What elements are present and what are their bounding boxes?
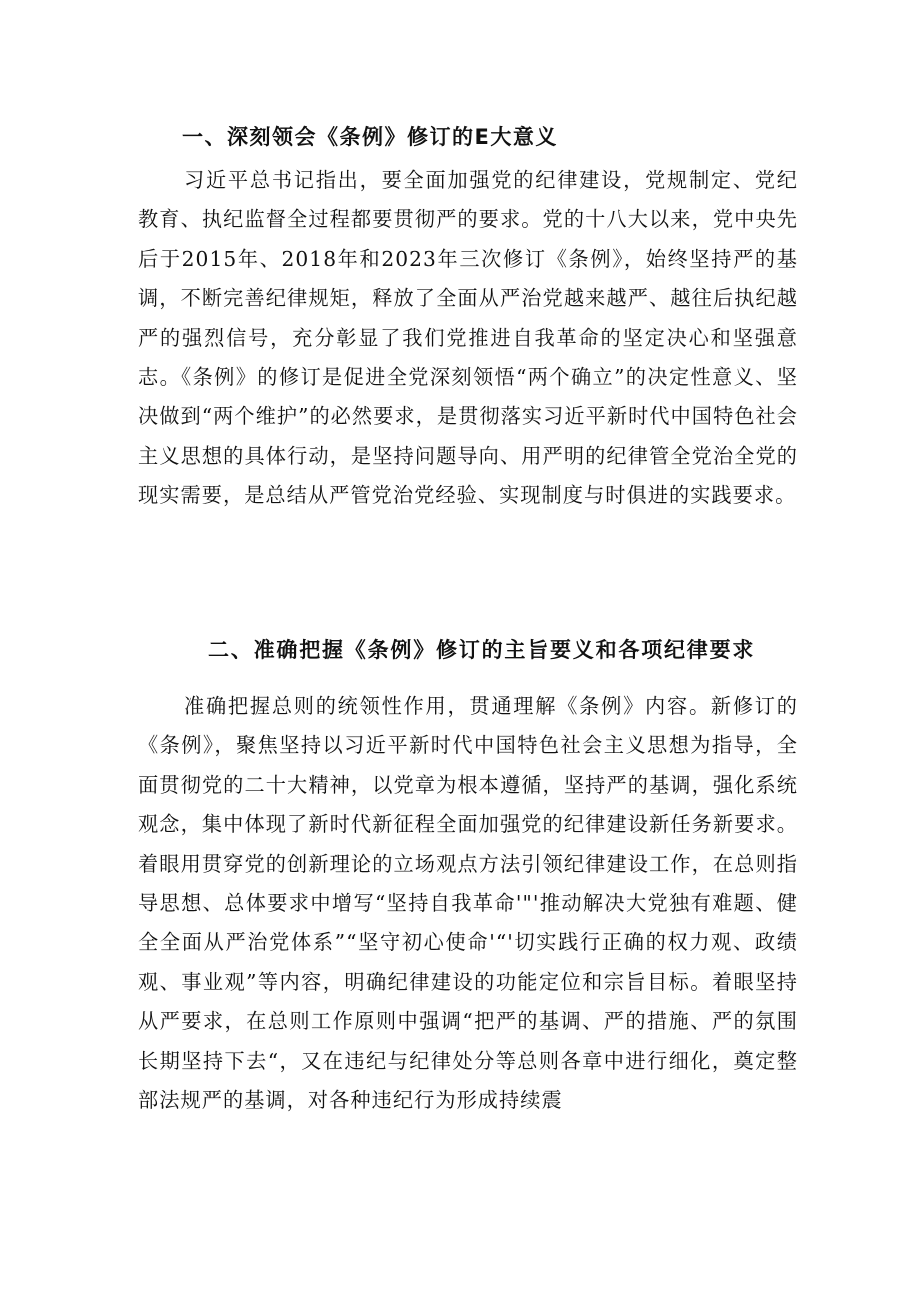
- section-2-paragraph: 准确把握总则的统领性作用，贯通理解《条例》内容。新修订的《条例》，聚焦坚持以习近平新时代中国特色社会主义思想为指导，全面贯彻党的二十大精神，以党章为根本遵循，坚持严的基调，强化系统观念，集中体现了新时代新征程全面加强党的纪律建设新任务新要求。着眼用贯穿党的创新理论的立场观点方法引领纪律建设工作，在总则指导思想、总体要求中增写“坚持自我革命'"'推动解决大党独有难题、健全全面从严治党体系”“坚守初心使命'“'切实践行正确的权力观、政绩观、事业观”等内容，明确纪律建设的功能定位和宗旨目标。着眼坚持从严要求，在总则工作原则中强调“把严的基调、严的措施、严的氛围长期坚持下去“，又在违纪与纪律处分等总则各章中进行细化，奠定整部法规严的基调，对各种违纪行为形成持续震: [138, 694, 798, 1113]
- section-1-paragraph: 习近平总书记指出，要全面加强党的纪律建设，党规制定、党纪教育、执纪监督全过程都要贯彻严的要求。党的十八大以来，党中央先后于2015年、2018年和2023年三次修订《条例》，始终坚持严的基调，不断完善纪律规矩，释放了全面从严治党越来越严、越往后执纪越严的强烈信号，充分彰显了我们党推进自我革命的坚定决心和坚强意志。《条例》的修订是促进全党深刻领悟“两个确立”的决定性意义、坚决做到“两个维护”的必然要求，是贯彻落实习近平新时代中国特色社会主义思想的具体行动，是坚持问题导向、用严明的纪律管全党治全党的现实需要，是总结从严管党治党经验、实现制度与时俱进的实践要求。: [138, 168, 798, 508]
- section-1-heading: 一、深刻领会《条例》修订的E大意义: [182, 125, 558, 149]
- section-2-heading: 二、准确把握《条例》修订的主旨要义和各项纪律要求: [208, 638, 756, 662]
